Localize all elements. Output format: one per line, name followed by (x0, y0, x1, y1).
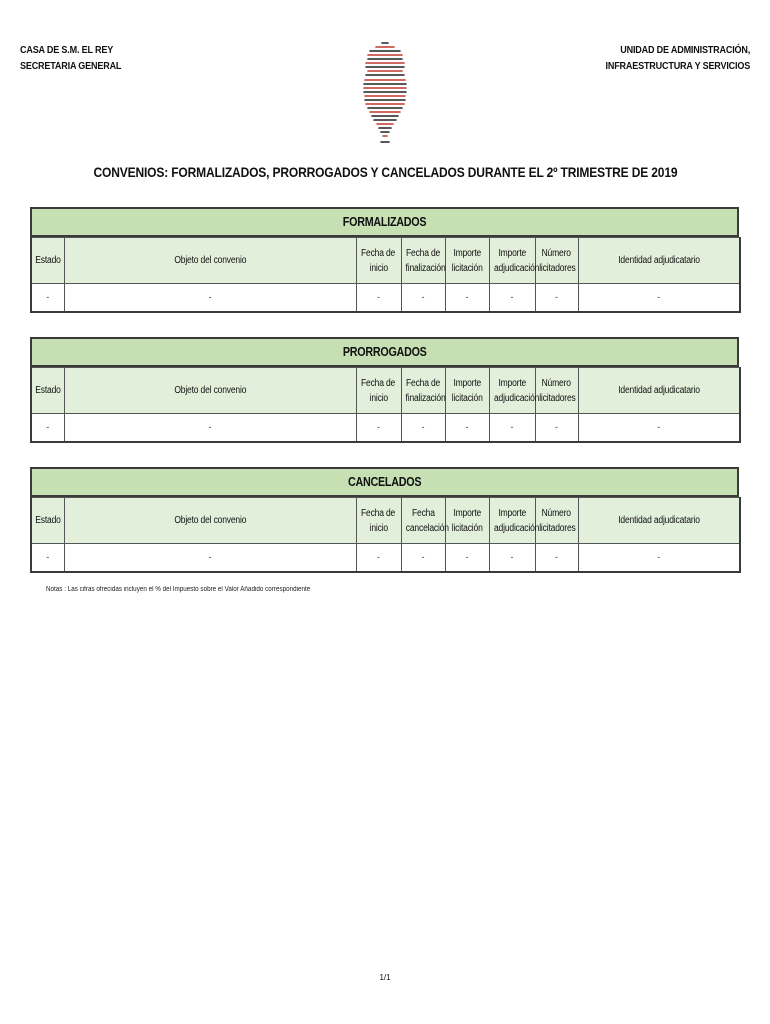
table-cell: - (578, 284, 740, 312)
table-cell: - (578, 544, 740, 572)
table-cell: - (445, 414, 489, 442)
column-header-estado: Estado (31, 238, 64, 284)
column-header-importe-adjudicacion: Importe adjudicación (489, 498, 535, 544)
table-cell: - (445, 544, 489, 572)
column-header-fecha-cancelacion: Fecha cancelación (401, 498, 445, 544)
column-header-identidad-adjudicatario: Identidad adjudicatario (578, 368, 740, 414)
notes-text: Notas : Las cifras ofrecidas incluyen el % del Impuesto sobre el Valor Añadido correspondiente (46, 586, 311, 593)
column-header-importe-licitacion: Importe licitación (445, 238, 489, 284)
column-header-importe-licitacion: Importe licitación (445, 498, 489, 544)
table-cell: - (356, 414, 401, 442)
column-header-fecha-finalizacion: Fecha de finalización (401, 238, 445, 284)
table-cell: - (401, 544, 445, 572)
table-header-row (31, 498, 740, 544)
contracts-table (30, 367, 741, 443)
table-cell: - (64, 544, 356, 572)
column-header-identidad-adjudicatario: Identidad adjudicatario (578, 238, 740, 284)
header-left-line1: CASA DE S.M. EL REY (20, 44, 114, 56)
table-cell: - (356, 544, 401, 572)
table-cell: - (445, 284, 489, 312)
table-cell: - (578, 414, 740, 442)
table-cell: - (64, 284, 356, 312)
section-title: PRORROGADOS (30, 337, 739, 367)
section-title: FORMALIZADOS (30, 207, 739, 237)
section-title: CANCELADOS (30, 467, 739, 497)
table-row (31, 414, 740, 442)
table-cell: - (31, 414, 64, 442)
header-left-line2: SECRETARIA GENERAL (20, 60, 122, 72)
table-cell: - (489, 544, 535, 572)
column-header-importe-adjudicacion: Importe adjudicación (489, 368, 535, 414)
column-header-importe-adjudicacion: Importe adjudicación (489, 238, 535, 284)
table-cell: - (535, 544, 578, 572)
header-right-line2: INFRAESTRUCTURA Y SERVICIOS (605, 60, 750, 72)
page-number: 1/1 (379, 973, 391, 982)
table-header-row (31, 368, 740, 414)
contracts-table (30, 237, 741, 313)
column-header-numero-licitadores: Número licitadores (535, 498, 578, 544)
table-header-row (31, 238, 740, 284)
table-cell: - (401, 284, 445, 312)
section-cancelados (30, 467, 739, 573)
column-header-estado: Estado (31, 368, 64, 414)
table-cell: - (31, 284, 64, 312)
document-title: CONVENIOS: FORMALIZADOS, PRORROGADOS Y CANCELADOS DURANTE EL 2º TRIMESTRE DE 2019 (93, 164, 677, 180)
table-cell: - (356, 284, 401, 312)
section-prorrogados (30, 337, 739, 443)
table-cell: - (489, 284, 535, 312)
column-header-fecha-inicio: Fecha de inicio (356, 368, 401, 414)
table-cell: - (535, 284, 578, 312)
column-header-objeto: Objeto del convenio (64, 368, 356, 414)
table-cell: - (535, 414, 578, 442)
contracts-table (30, 497, 741, 573)
column-header-fecha-finalizacion: Fecha de finalización (401, 368, 445, 414)
table-cell: - (64, 414, 356, 442)
table-cell: - (489, 414, 535, 442)
column-header-numero-licitadores: Número licitadores (535, 238, 578, 284)
table-row (31, 544, 740, 572)
column-header-objeto: Objeto del convenio (64, 238, 356, 284)
column-header-fecha-inicio: Fecha de inicio (356, 238, 401, 284)
column-header-estado: Estado (31, 498, 64, 544)
royal-crest-icon (360, 38, 410, 150)
section-formalizados (30, 207, 739, 313)
table-row (31, 284, 740, 312)
column-header-fecha-inicio: Fecha de inicio (356, 498, 401, 544)
table-cell: - (31, 544, 64, 572)
header-right-line1: UNIDAD DE ADMINISTRACIÓN, (620, 44, 750, 56)
table-cell: - (401, 414, 445, 442)
column-header-identidad-adjudicatario: Identidad adjudicatario (578, 498, 740, 544)
header-right (605, 42, 750, 74)
header-left (20, 42, 121, 74)
column-header-importe-licitacion: Importe licitación (445, 368, 489, 414)
column-header-numero-licitadores: Número licitadores (535, 368, 578, 414)
column-header-objeto: Objeto del convenio (64, 498, 356, 544)
